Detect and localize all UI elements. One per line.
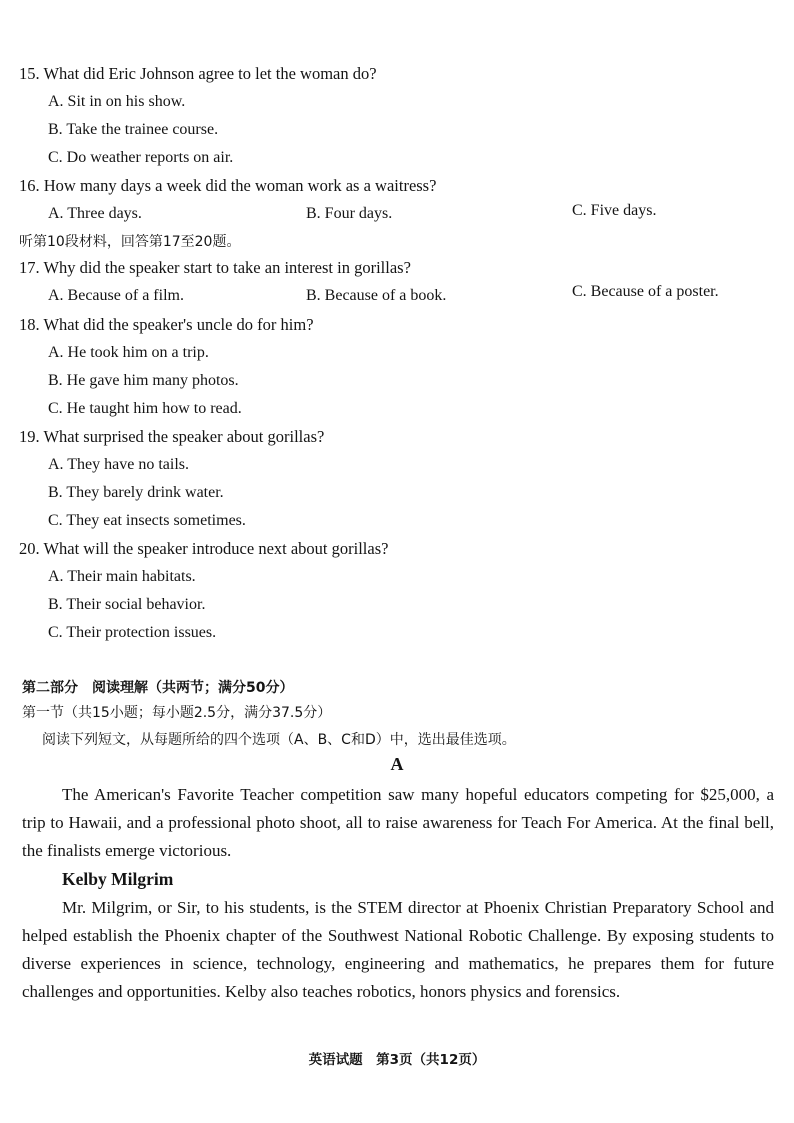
page-footer: 英语试题 第3页（共12页） — [308, 1052, 486, 1068]
question-17-option-b: B. Because of a book. — [306, 287, 447, 304]
question-17-stem: 17. Why did the speaker start to take an interest in gorillas? — [19, 258, 411, 277]
question-16-option-a: A. Three days. — [48, 205, 142, 222]
section1-title: 第一节（共15小题；每小题2.5分，满分37.5分） — [22, 705, 332, 721]
question-15-option-b: B. Take the trainee course. — [48, 121, 219, 138]
question-18-stem: 18. What did the speaker's uncle do for him? — [19, 315, 314, 334]
question-16-option-b: B. Four days. — [306, 205, 393, 222]
question-18-option-b: B. He gave him many photos. — [48, 372, 239, 389]
question-20-option-a: A. Their main habitats. — [48, 568, 196, 585]
question-20-stem: 20. What will the speaker introduce next about gorillas? — [19, 539, 389, 558]
question-19-stem: 19. What surprised the speaker about gorillas? — [19, 427, 325, 446]
question-15-stem: 15. What did Eric Johnson agree to let the woman do? — [19, 64, 377, 83]
question-16-option-c: C. Five days. — [572, 202, 657, 219]
question-20-option-c: C. Their protection issues. — [48, 624, 217, 641]
question-18-option-a: A. He took him on a trip. — [48, 344, 209, 361]
teacher-name: Kelby Milgrim — [62, 869, 174, 889]
passage-intro: The American's Favorite Teacher competition saw many hopeful educators competing for $25,000, a trip to Hawaii, and a professional photo shoot, all to raise awareness for Teach For America. At the final bell, the finalists emerge victorious. — [22, 785, 774, 860]
question-15-option-c: C. Do weather reports on air. — [48, 149, 234, 166]
question-19-option-b: B. They barely drink water. — [48, 484, 224, 501]
question-18-option-c: C. He taught him how to read. — [48, 400, 242, 417]
section1-instruction: 阅读下列短文，从每题所给的四个选项（A、B、C和D）中，选出最佳选项。 — [42, 732, 516, 748]
question-17-option-a: A. Because of a film. — [48, 287, 184, 304]
question-19-option-c: C. They eat insects sometimes. — [48, 512, 246, 529]
part2-title: 第二部分 阅读理解（共两节；满分50分） — [22, 680, 294, 696]
teacher-paragraph: Mr. Milgrim, or Sir, to his students, is the STEM director at Phoenix Christian Preparatory School and helped establish the Phoenix chapter of the Southwest National Robotic Challenge. By exposing students to diverse experiences in science, technology, engineering and mathematics, he prepares them for future challenges and opportunities. Kelby also teaches robotics, honors physics and forensics. — [22, 898, 774, 1001]
passage-label: A — [390, 754, 404, 774]
question-17-option-c: C. Because of a poster. — [572, 283, 719, 300]
section-instruction-10: 听第10段材料，回答第17至20题。 — [19, 234, 241, 250]
question-20-option-b: B. Their social behavior. — [48, 596, 206, 613]
question-15-option-a: A. Sit in on his show. — [48, 93, 186, 110]
question-19-option-a: A. They have no tails. — [48, 456, 190, 473]
question-16-stem: 16. How many days a week did the woman work as a waitress? — [19, 176, 437, 195]
